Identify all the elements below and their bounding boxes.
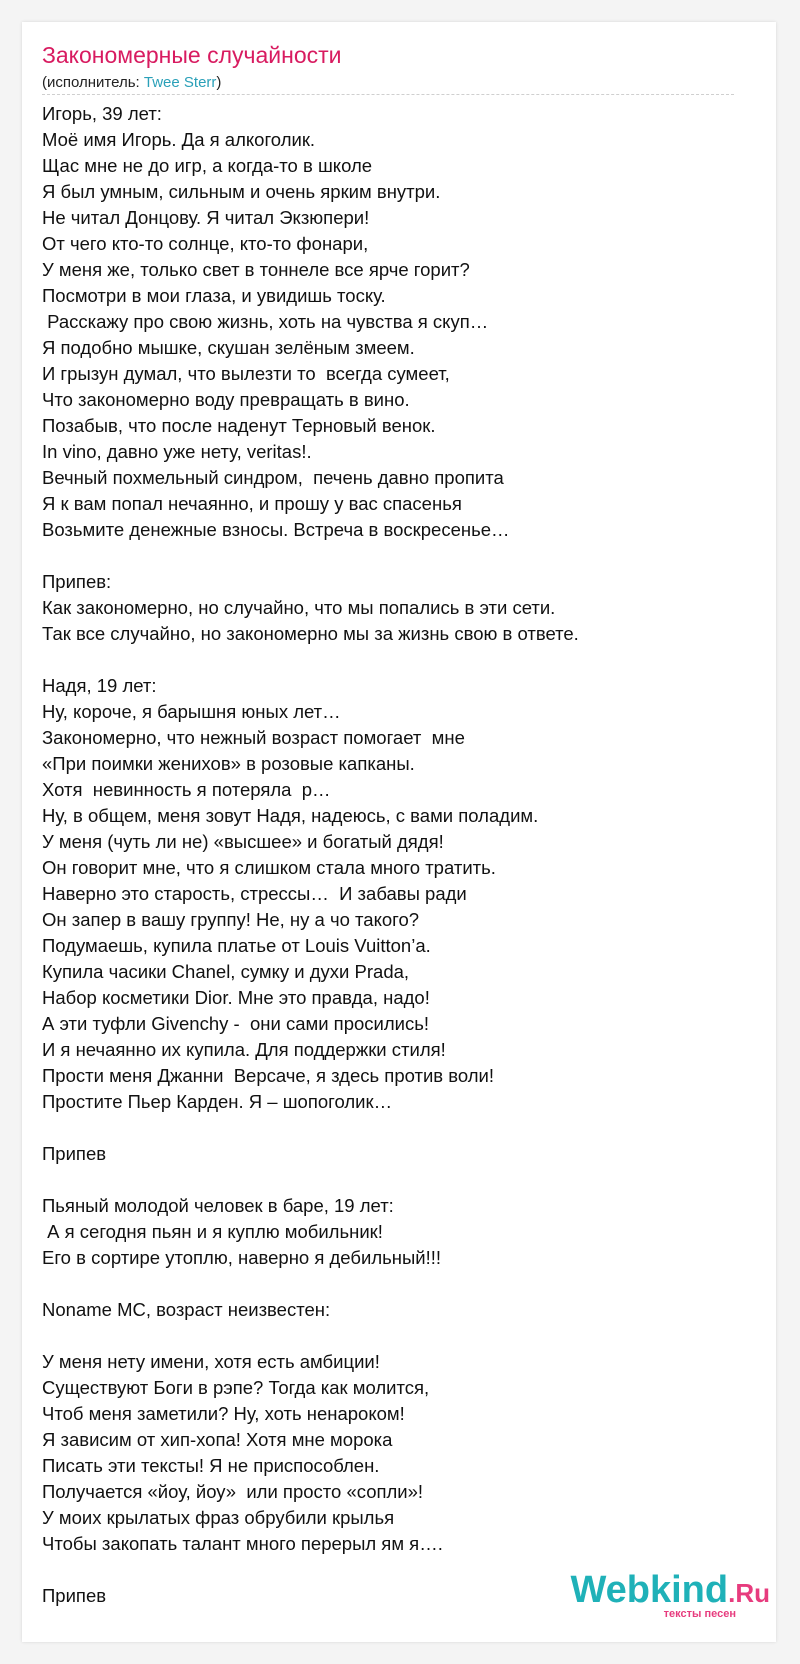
song-title: Закономерные случайности bbox=[42, 42, 342, 68]
lyrics-text bbox=[42, 101, 742, 1609]
lyric-line: Хотя невинность я потеряла р… bbox=[42, 779, 331, 800]
lyric-line: Закономерно, что нежный возраст помогает мне bbox=[42, 727, 465, 748]
lyric-line: Пьяный молодой человек в баре, 19 лет: bbox=[42, 1195, 394, 1216]
lyric-blank-line bbox=[42, 647, 742, 673]
performer-line bbox=[42, 74, 221, 91]
lyric-line: Посмотри в мои глаза, и увидишь тоску. bbox=[42, 285, 386, 306]
lyric-blank-line bbox=[42, 1323, 742, 1349]
logo-wordmark bbox=[570, 1570, 770, 1613]
lyric-line: In vino, давно уже нету, veritas!. bbox=[42, 441, 312, 462]
lyric-line: Моё имя Игорь. Да я алкоголик. bbox=[42, 129, 316, 150]
lyric-line: Чтобы закопать талант много перерыл ям я…. bbox=[42, 1533, 443, 1554]
lyric-line: Прости меня Джанни Версаче, я здесь против воли! bbox=[42, 1065, 495, 1086]
lyric-line: Ну, в общем, меня зовут Надя, надеюсь, с вами поладим. bbox=[42, 805, 539, 826]
lyric-line: Не читал Донцову. Я читал Экзюпери! bbox=[42, 207, 370, 228]
lyric-line: А я сегодня пьян и я куплю мобильник! bbox=[42, 1221, 383, 1242]
lyric-line: Вечный похмельный синдром, печень давно пропита bbox=[42, 467, 504, 488]
lyric-line: Ну, короче, я барышня юных лет… bbox=[42, 701, 341, 722]
lyric-line: Надя, 19 лет: bbox=[42, 675, 157, 696]
lyric-line: Я к вам попал нечаянно, и прошу у вас спасенья bbox=[42, 493, 462, 514]
logo-tagline: тексты песен bbox=[663, 1608, 736, 1620]
lyric-line: Как закономерно, но случайно, что мы попались в эти сети. bbox=[42, 597, 556, 618]
title-divider bbox=[42, 94, 734, 95]
lyric-line: Набор косметики Dior. Мне это правда, надо! bbox=[42, 987, 430, 1008]
lyric-line: Получается «йоу, йоу» или просто «сопли»! bbox=[42, 1481, 424, 1502]
lyric-line: Noname MC, возраст неизвестен: bbox=[42, 1299, 331, 1320]
lyric-line: У моих крылатых фраз обрубили крылья bbox=[42, 1507, 395, 1528]
lyric-line: «При поимки женихов» в розовые капканы. bbox=[42, 753, 415, 774]
lyric-line: Чтоб меня заметили? Ну, хоть ненароком! bbox=[42, 1403, 405, 1424]
lyric-line: Существуют Боги в рэпе? Тогда как молится, bbox=[42, 1377, 430, 1398]
site-logo[interactable] bbox=[570, 1570, 770, 1620]
logo-main-text: Webkind bbox=[570, 1569, 729, 1611]
lyric-line: Игорь, 39 лет: bbox=[42, 103, 162, 124]
lyric-line: Наверно это старость, стрессы… И забавы ради bbox=[42, 883, 467, 904]
lyric-blank-line bbox=[42, 543, 742, 569]
lyric-line: Так все случайно, но закономерно мы за жизнь свою в ответе. bbox=[42, 623, 579, 644]
logo-domain: .Ru bbox=[728, 1578, 770, 1608]
lyric-line: Простите Пьер Карден. Я – шопоголик… bbox=[42, 1091, 393, 1112]
lyric-line: Что закономерно воду превращать в вино. bbox=[42, 389, 410, 410]
lyric-line: И грызун думал, что вылезти то всегда сумеет, bbox=[42, 363, 450, 384]
lyric-line: Он говорит мне, что я слишком стала много тратить. bbox=[42, 857, 496, 878]
lyric-line: Он запер в вашу группу! Не, ну а чо такого? bbox=[42, 909, 420, 930]
lyric-line: Подумаешь, купила платье от Louis Vuitton’a. bbox=[42, 935, 431, 956]
lyric-line: У меня же, только свет в тоннеле все ярче горит? bbox=[42, 259, 470, 280]
lyric-line: Я подобно мышке, скушан зелёным змеем. bbox=[42, 337, 415, 358]
lyric-line: Расскажу про свою жизнь, хоть на чувства я скуп… bbox=[42, 311, 489, 332]
lyric-line: И я нечаянно их купила. Для поддержки стиля! bbox=[42, 1039, 446, 1060]
lyric-line: Я зависим от хип-хопа! Хотя мне морока bbox=[42, 1429, 393, 1450]
lyrics-card bbox=[22, 22, 776, 1642]
lyric-line: У меня (чуть ли не) «высшее» и богатый дядя! bbox=[42, 831, 444, 852]
performer-suffix: ) bbox=[216, 74, 222, 91]
lyric-blank-line bbox=[42, 1115, 742, 1141]
lyric-blank-line bbox=[42, 1271, 742, 1297]
lyric-line: Припев bbox=[42, 1143, 107, 1164]
lyric-line: Я был умным, сильным и очень ярким внутри. bbox=[42, 181, 441, 202]
lyric-line: Его в сортире утоплю, наверно я дебильный!!! bbox=[42, 1247, 442, 1268]
lyric-line: Возьмите денежные взносы. Встреча в воскресенье… bbox=[42, 519, 510, 540]
lyric-line: Купила часики Chanel, сумку и духи Prada, bbox=[42, 961, 410, 982]
performer-prefix: (исполнитель: bbox=[42, 74, 144, 91]
lyric-line: Писать эти тексты! Я не приспособлен. bbox=[42, 1455, 380, 1476]
lyric-line: Щас мне не до игр, а когда-то в школе bbox=[42, 155, 373, 176]
lyric-line: Припев bbox=[42, 1585, 107, 1606]
lyric-line: От чего кто-то солнце, кто-то фонари, bbox=[42, 233, 369, 254]
lyric-blank-line bbox=[42, 1167, 742, 1193]
lyric-line: Позабыв, что после наденут Терновый венок. bbox=[42, 415, 436, 436]
performer-link[interactable]: Twee Sterr bbox=[143, 74, 217, 91]
lyric-line: А эти туфли Givenchy - они сами просились! bbox=[42, 1013, 430, 1034]
lyric-line: Припев: bbox=[42, 571, 112, 592]
lyric-line: У меня нету имени, хотя есть амбиции! bbox=[42, 1351, 380, 1372]
